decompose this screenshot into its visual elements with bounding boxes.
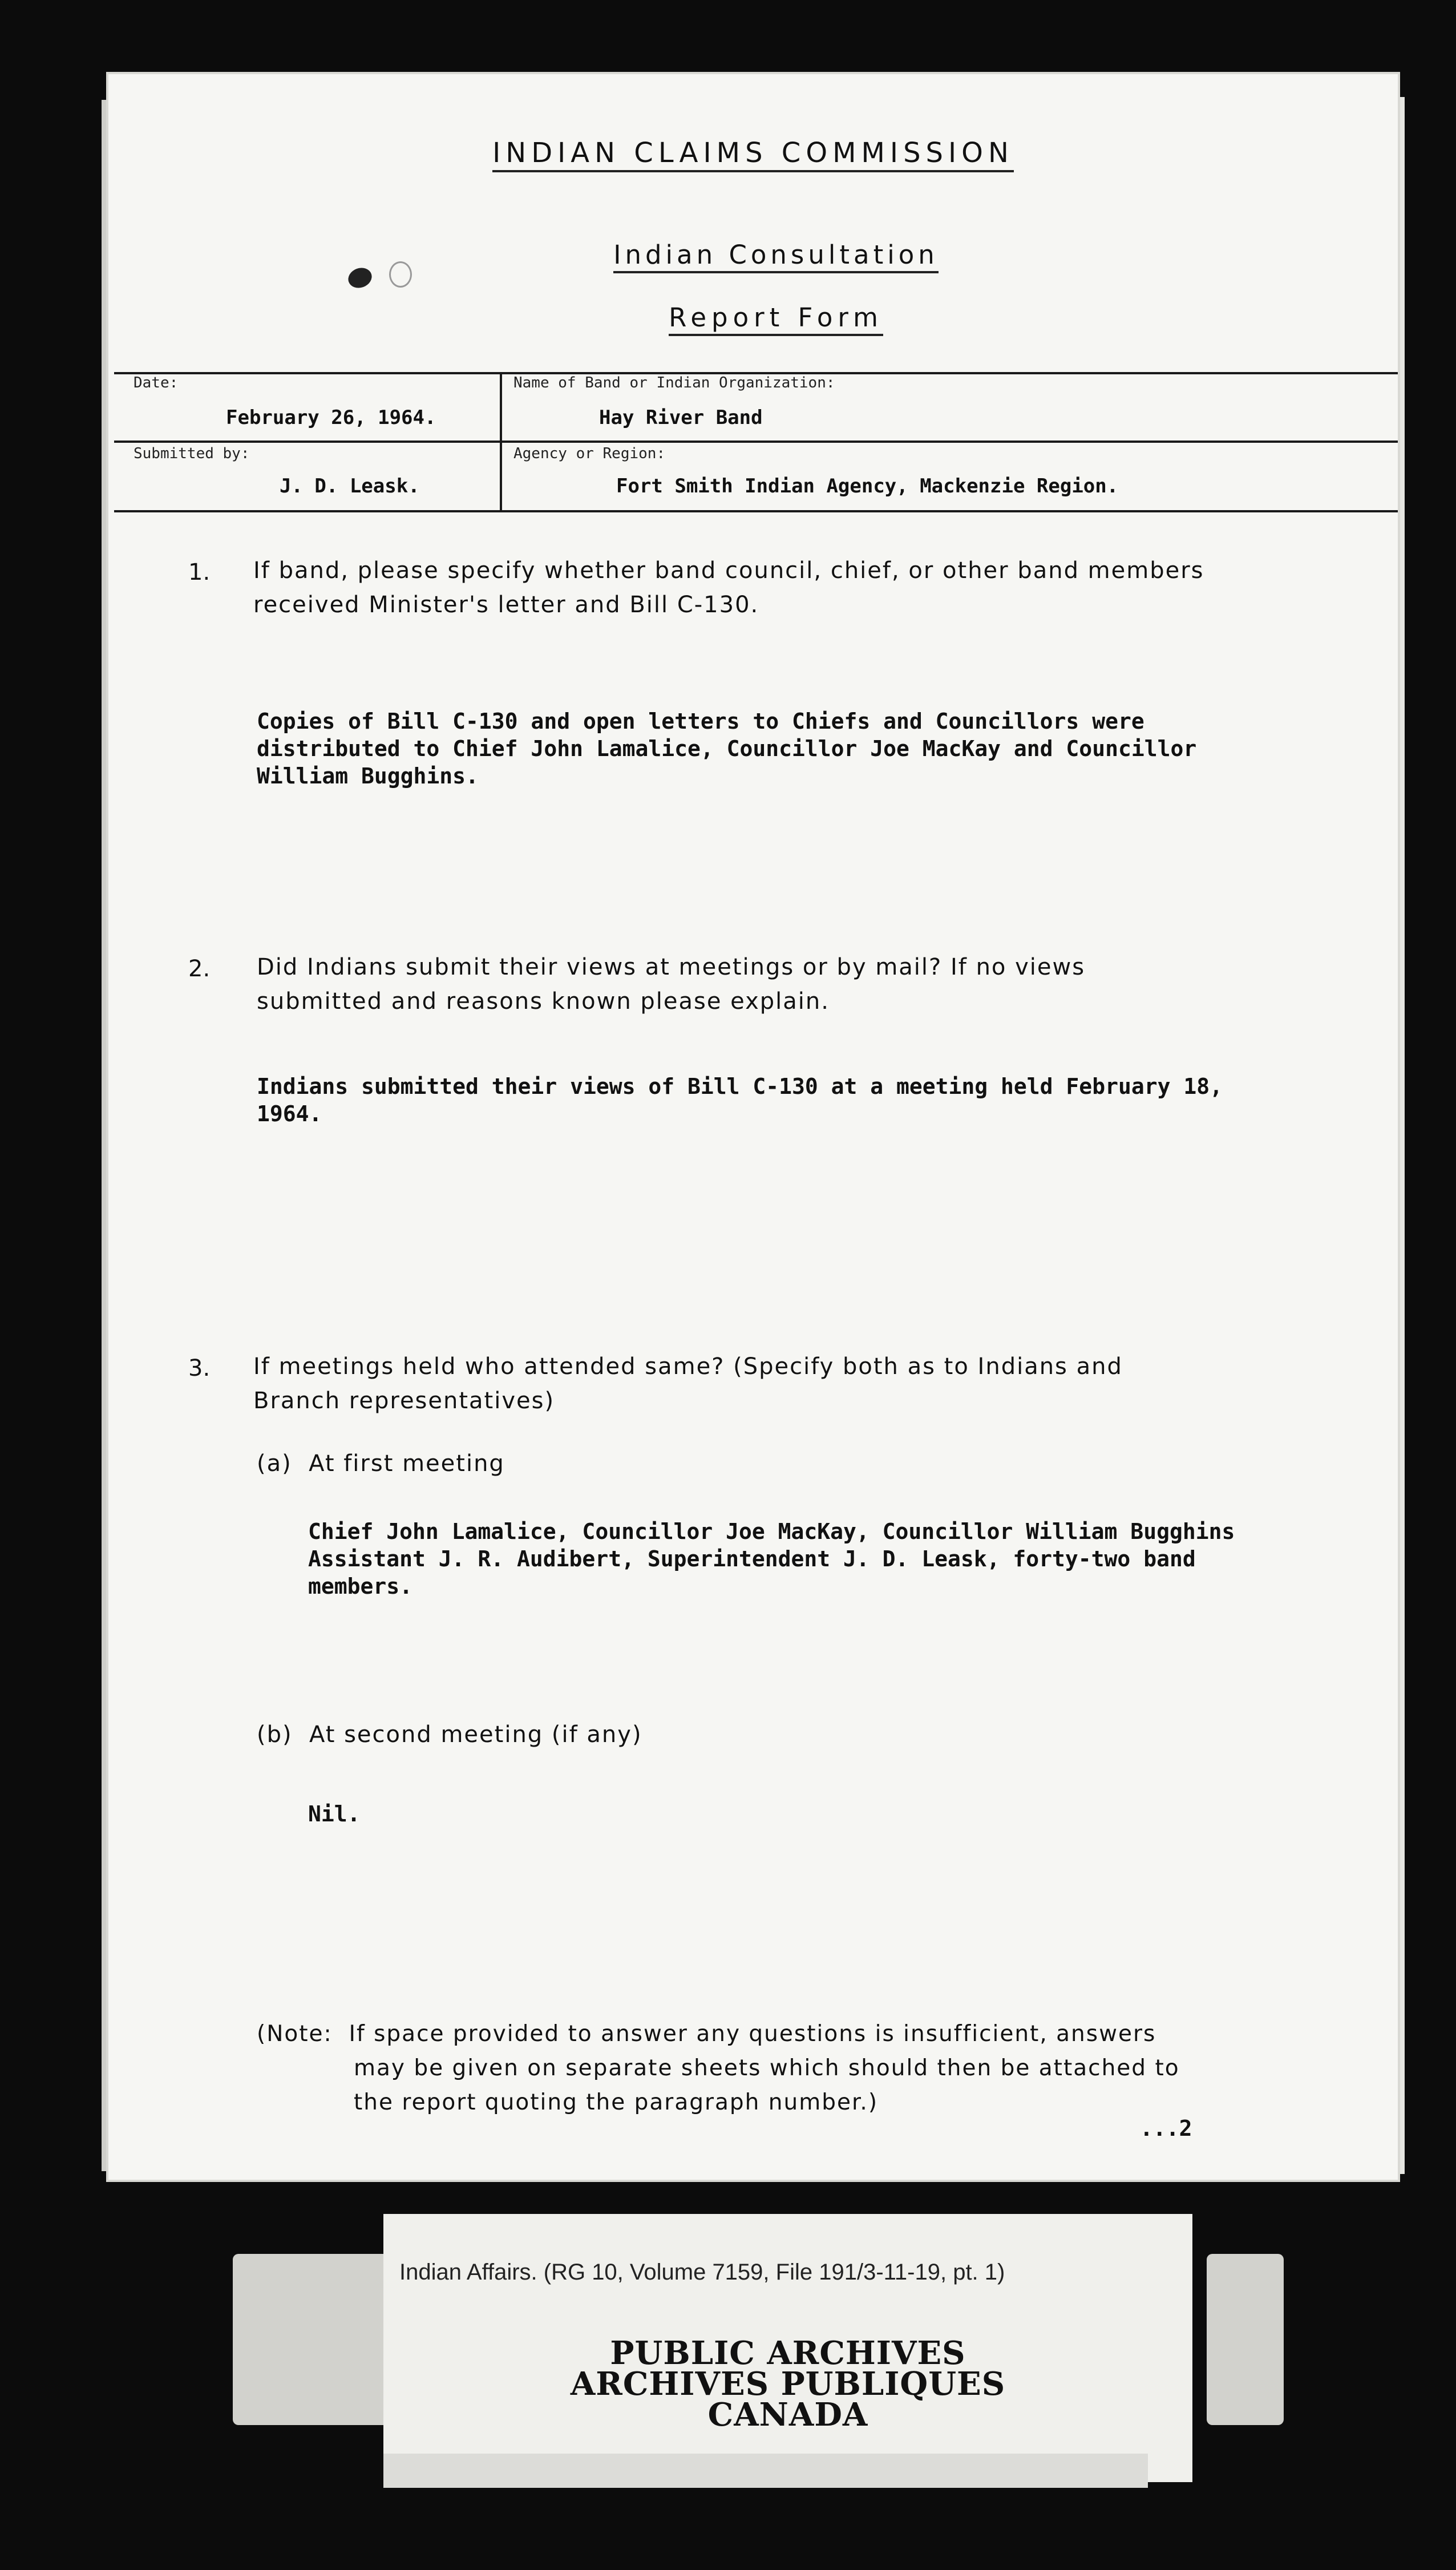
question-1-number: 1. xyxy=(188,559,211,585)
question-3-number: 3. xyxy=(188,1355,211,1381)
note-line-2: may be given on separate sheets which should then be attached to xyxy=(354,2055,1180,2081)
note-line-1: (Note: If space provided to answer any questions is insufficient, answers xyxy=(257,2021,1156,2047)
question-3-text xyxy=(253,1349,1123,1418)
table-rule-middle xyxy=(114,441,1398,443)
question-3-line-1: If meetings held who attended same? (Specify both as to Indians and xyxy=(253,1353,1123,1380)
commission-heading: INDIAN CLAIMS COMMISSION xyxy=(108,137,1398,169)
question-1-answer: Copies of Bill C-130 and open letters to Chiefs and Councillors were distributed to Chief John Lamalice, Councillor Joe MacKay and Councillor William Bugghins. xyxy=(257,709,1197,789)
band-value: Hay River Band xyxy=(599,406,763,429)
question-2-text xyxy=(257,950,1085,1019)
archive-card-strip xyxy=(383,2454,1148,2488)
form-title: Report Form xyxy=(131,302,1421,333)
question-3a-label: (a) At first meeting xyxy=(257,1450,505,1477)
agency-value: Fort Smith Indian Agency, Mackenzie Region. xyxy=(616,475,1119,498)
question-2-line-2: submitted and reasons known please explain. xyxy=(257,988,830,1015)
question-2-answer: Indians submitted their views of Bill C-130 at a meeting held February 18, 1964. xyxy=(257,1074,1223,1126)
question-3a-answer: Chief John Lamalice, Councillor Joe MacKay, Councillor William Bugghins Assistant J. R. Audibert, Superintendent J. D. Leask, forty-two band members. xyxy=(308,1519,1235,1599)
archive-stamp-line-3: CANADA xyxy=(707,2396,868,2434)
archive-card-tab-left xyxy=(233,2254,404,2425)
archive-card-tab-right xyxy=(1207,2254,1284,2425)
agency-label: Agency or Region: xyxy=(513,445,666,462)
consultation-heading: Indian Consultation xyxy=(131,240,1421,270)
question-3-line-2: Branch representatives) xyxy=(253,1388,555,1414)
report-header-table xyxy=(114,372,1398,512)
question-3b-label: (b) At second meeting (if any) xyxy=(257,1722,642,1748)
submitted-by-value: J. D. Leask. xyxy=(280,475,420,498)
question-2-line-1: Did Indians submit their views at meetings or by mail? If no views xyxy=(257,954,1086,980)
archive-reference: Indian Affairs. (RG 10, Volume 7159, File 191/3-11-19, pt. 1) xyxy=(399,2260,1005,2285)
archive-stamp-line-2: ARCHIVES PUBLIQUES xyxy=(570,2365,1006,2403)
continuation-marker: ...2 xyxy=(1140,2116,1192,2141)
note-line-3: the report quoting the paragraph number.) xyxy=(354,2090,879,2115)
question-1-line-2: received Minister's letter and Bill C-130. xyxy=(253,592,759,618)
archive-stamp-line-1: PUBLIC ARCHIVES xyxy=(610,2334,966,2372)
question-2-number: 2. xyxy=(188,956,211,982)
date-label: Date: xyxy=(134,374,179,391)
table-divider xyxy=(500,372,502,512)
document-page xyxy=(108,74,1398,2180)
band-label: Name of Band or Indian Organization: xyxy=(513,374,835,391)
date-value: February 26, 1964. xyxy=(226,406,436,429)
question-1-line-1: If band, please specify whether band council, chief, or other band members xyxy=(253,557,1204,584)
question-1-text xyxy=(253,553,1204,622)
table-rule-bottom xyxy=(114,510,1398,512)
submitted-by-label: Submitted by: xyxy=(134,445,250,462)
question-3b-answer: Nil. xyxy=(308,1801,361,1827)
